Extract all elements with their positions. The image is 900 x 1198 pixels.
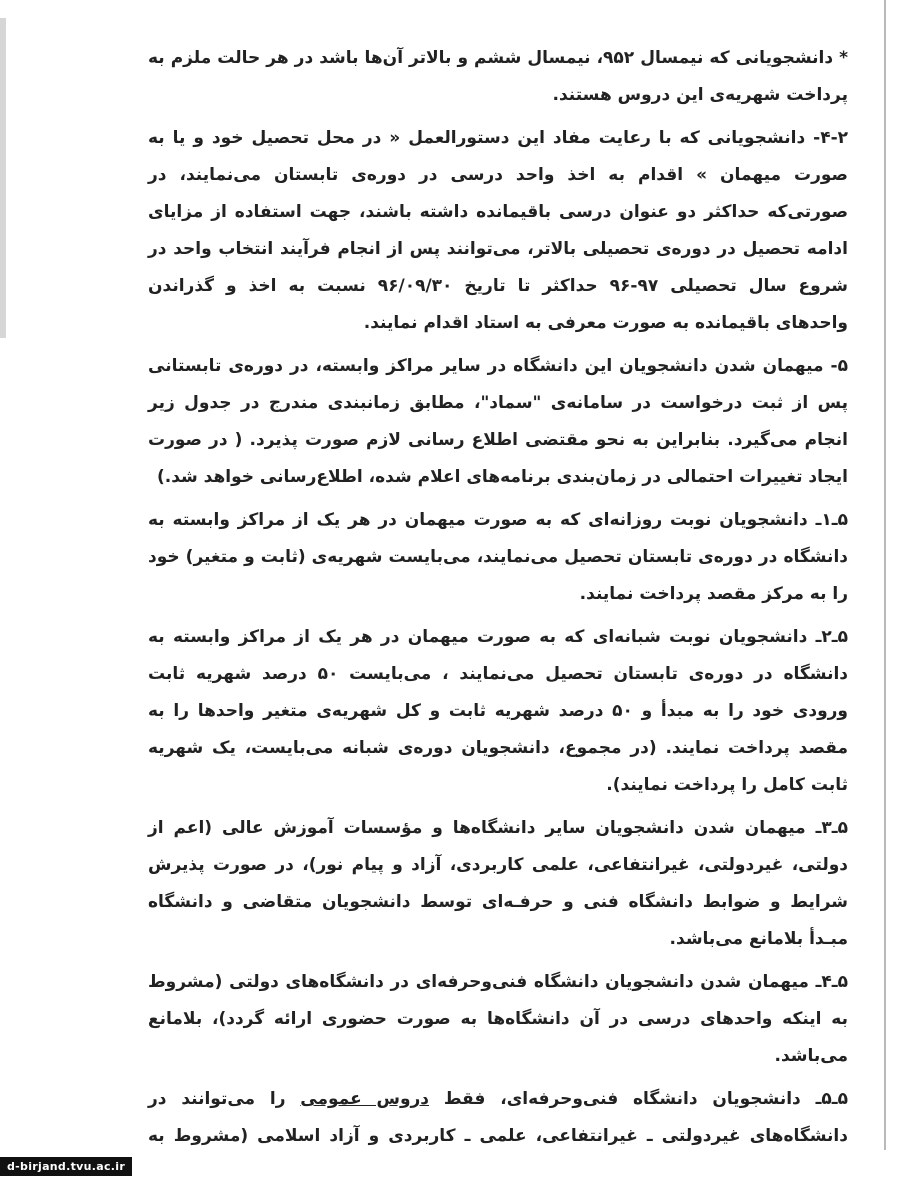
paragraph-5-1: ۵ـ۱ـ دانشجویان نوبت روزانه‌ای که به صورت میهمان در هر یک از مراکز وابسته به دانشگاه در دوره‌ی تابستان تحصیل می‌نمایند، می‌بایست شهریه‌ی (ثابت و متغیر) خود را به مرکز مقصد پرداخت نمایند. (148, 510, 848, 604)
paragraph-5-4: ۵ـ۴ـ میهمان شدن دانشجویان دانشگاه فنی‌وحرفه‌ای در دانشگاه‌های دولتی (مشروط به اینکه واحدهای درسی در آن دانشگاه‌ها به صورت حضوری ارائه گردد)، بلامانع می‌باشد. (148, 972, 848, 1066)
paragraph-5: ۵- میهمان شدن دانشجویان این دانشگاه در سایر مراکز وابسته، در دوره‌ی تابستانی پس از ثبت درخواست در سامانه‌ی "سماد"، مطابق زمانبندی مندرج در جدول زیر انجام می‌گیرد. بنابراین به نحو مقتضی اطلاع رسانی لازم صورت پذیرد. ( در صورت ایجاد تغییرات احتمالی در زمان‌بندی برنامه‌های اعلام شده، اطلاع‌رسانی خواهد شد.) (148, 356, 848, 487)
page-edge-shadow (0, 18, 6, 338)
paragraph-4-2: ۴-۲- دانشجویانی که با رعایت مفاد این دستورالعمل « در محل تحصیل خود و یا به صورت میهمان » اقدام به اخذ واحد درسی در دوره‌ی تابستان می‌نمایند، در صورتی‌که حداکثر دو عنوان درسی باقیمانده داشته باشند، جهت استفاده از مزایای ادامه تحصیل در دوره‌ی تحصیلی بالاتر، می‌توانند پس از انجام فرآیند انتخاب واحد در شروع سال تحصیلی ۹۷-۹۶ حداکثر تا تاریخ ۹۶/۰۹/۳۰ نسبت به اخذ و گذراندن واحدهای باقیمانده به صورت معرفی به استاد اقدام نمایند. (148, 128, 849, 333)
underlined-general-courses: دروس عمومی (300, 1089, 430, 1109)
footer (0, 1150, 900, 1186)
paragraph-5-2: ۵ـ۲ـ دانشجویان نوبت شبانه‌ای که به صورت میهمان در هر یک از مراکز وابسته به دانشگاه در دوره‌ی تابستان تحصیل می‌نمایند ، می‌بایست ۵۰ درصد شهریه ثابت ورودی خود را به مبدأ و ۵۰ درصد شهریه ثابت و کل شهریه‌ی متغیر واحدها را به مقصد پرداخت نمایند. (در مجموع، دانشجویان دوره‌ی شبانه می‌بایست، یک شهریه ثابت کامل را پرداخت نمایند). (148, 627, 849, 795)
paragraph-5-5-end: را می‌توانند در دانشگاه‌های غیردولتی ـ غیرانتفاعی، علمی ـ کاربردی و آزاد اسلامی (مشروط به (148, 1089, 848, 1146)
paragraph-5-5-start: ۵ـ۵ـ دانشجویان دانشگاه فنی‌وحرفه‌ای، فقط (429, 1089, 848, 1109)
paragraph-note-star: * دانشجویانی که نیمسال ۹۵۲، نیمسال ششم و بالاتر آن‌ها باشد در هر حالت ملزم به پرداخت شهریه‌ی این دروس هستند. (148, 48, 849, 105)
paragraph-5-3: ۵ـ۳ـ میهمان شدن دانشجویان سایر دانشگاه‌ها و مؤسسات آموزش عالی (اعم از دولتی، غیردولتی، غیرانتفاعی، علمی کاربردی، آزاد و پیام نور)، در صورت پذیرش شرایط و ضوابط دانشگاه فنی و حرفـه‌ای توسط دانشجویان متقاضی و دانشگاه مبـدأ بلامانع می‌باشد. (148, 818, 848, 949)
document-body (148, 40, 848, 1198)
site-watermark-label[interactable]: d-birjand.tvu.ac.ir (0, 1157, 132, 1176)
